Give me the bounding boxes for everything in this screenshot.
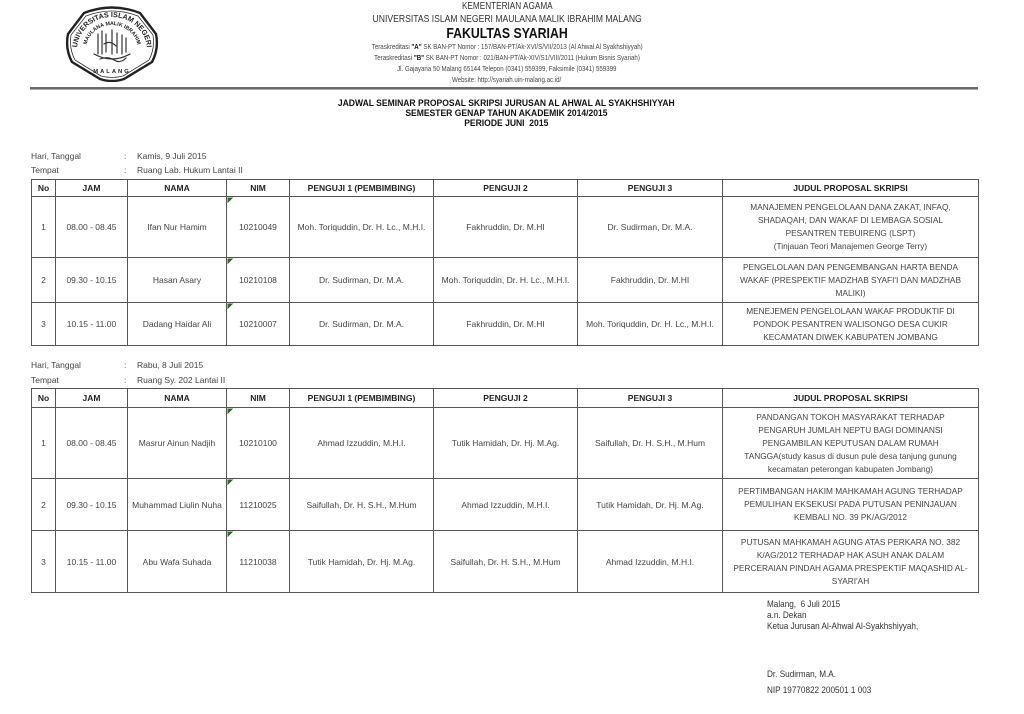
cell-nim: 10210049 — [227, 197, 290, 258]
cell-penguji-3: Tutik Hamidah, Dr. Hj. M.Ag. — [578, 479, 723, 531]
session-1-date-separator: : — [124, 151, 127, 161]
judul-line: SYARI'AH — [831, 575, 870, 586]
column-header-jam: JAM — [56, 180, 128, 197]
judul-line: PESANTREN TEBUIRENG (LSPT) — [785, 228, 916, 238]
cell-nama: Abu Wafa Suhada — [128, 531, 227, 593]
cell-jam: 09.30 - 10.15 — [56, 479, 128, 531]
website — [262, 76, 752, 84]
session-1-place-separator: : — [124, 165, 127, 175]
schedule-table-body — [32, 408, 979, 593]
cell-penguji-1: Tutik Hamidah, Dr. Hj. M.Ag. — [290, 531, 434, 593]
university-name — [262, 14, 752, 25]
cell-judul — [723, 258, 979, 303]
university-text: UNIVERSITAS ISLAM NEGERI MAULANA MALIK IBRAHIM MALANG — [372, 13, 642, 25]
column-header-jam: JAM — [56, 389, 128, 408]
signature-place-date: Malang, 6 Juli 2015 — [767, 599, 841, 610]
table-row — [32, 408, 979, 479]
signature-position: Ketua Jurusan Al-Ahwal Al-Syakhshiyyah, — [767, 621, 919, 632]
cell-no: 2 — [32, 258, 56, 303]
cell-penguji-3: Dr. Sudirman, Dr. M.A. — [578, 197, 723, 258]
cell-penguji-2: Fakhruddin, Dr. M.HI — [434, 303, 578, 346]
column-header-nama: NAMA — [128, 180, 227, 197]
accreditation-grade: "B" — [413, 53, 425, 62]
cell-nim: 10210108 — [227, 258, 290, 303]
cell-judul — [723, 303, 979, 346]
cell-penguji-3: Saifullah, Dr. H. S.H., M.Hum — [578, 408, 723, 479]
column-header-no: No — [32, 389, 56, 408]
column-header-penguji-3: PENGUJI 3 — [578, 389, 723, 408]
session-1-date: Kamis, 9 Juli 2015 — [137, 151, 207, 161]
cell-nim: 10210007 — [227, 303, 290, 346]
table-row — [32, 531, 979, 593]
column-header-penguji-2: PENGUJI 2 — [434, 389, 578, 408]
cell-penguji-2: Saifullah, Dr. H. S.H., M.Hum — [434, 531, 578, 593]
table-row — [32, 258, 979, 303]
judul-line: SHADAQAH, DAN WAKAF DI LEMBAGA SOSIAL — [757, 215, 944, 225]
cell-jam: 08.00 - 08.45 — [56, 197, 128, 258]
judul-line: kecamatan peterongan kabupaten Jombang) — [767, 463, 934, 474]
table-row — [32, 303, 979, 346]
accreditation-b — [262, 54, 752, 62]
table-row — [32, 197, 979, 258]
session-2-place: Ruang Sy. 202 Lantai II — [137, 375, 226, 385]
cell-no: 1 — [32, 408, 56, 479]
judul-line: TANGGA(study kasus di dusun pule desa tanjung gunung — [744, 450, 957, 461]
judul-line: PENGAMBILAN KEPUTUSAN DALAM RUMAH — [762, 437, 939, 448]
cell-penguji-3: Ahmad Izzuddin, M.H.I. — [578, 531, 723, 593]
cell-judul — [723, 479, 979, 531]
session-1-date-label: Hari, Tanggal — [31, 151, 81, 161]
column-header-penguji-2: PENGUJI 2 — [434, 180, 578, 197]
table-row — [32, 479, 979, 531]
ministry-text: KEMENTERIAN AGAMA — [461, 1, 553, 12]
cell-penguji-1: Dr. Sudirman, Dr. M.A. — [290, 258, 434, 303]
session-1-place-label: Tempat — [31, 165, 59, 175]
accreditation-text: SK BAN-PT Nomor : 157/BAN-PT/Ak-XVI/S/VII/2013 (Al Ahwal Al Syakhshiyyah) — [421, 42, 643, 51]
cell-jam: 08.00 - 08.45 — [56, 408, 128, 479]
session-2-date: Rabu, 8 Juli 2015 — [137, 360, 204, 370]
cell-penguji-1: Ahmad Izzuddin, M.H.I. — [290, 408, 434, 479]
column-header-penguji-3: PENGUJI 3 — [578, 180, 723, 197]
cell-no: 3 — [32, 531, 56, 593]
letterhead — [262, 0, 752, 90]
cell-no: 2 — [32, 479, 56, 531]
column-header-penguji-1: PENGUJI 1 (PEMBIMBING) — [290, 389, 434, 408]
ministry-name — [262, 2, 752, 12]
accreditation-a — [262, 43, 752, 51]
address — [262, 65, 752, 73]
title-line-3: PERIODE JUNI 2015 — [463, 118, 549, 128]
judul-line: WAKAF (PRESPEKTIF MADZHAB SYAFI'I DAN MADZHAB — [739, 274, 961, 285]
session-2-date-label: Hari, Tanggal — [31, 360, 81, 370]
cell-nim: 10210100 — [227, 408, 290, 479]
judul-line: K/AG/2012 TERHADAP HAK ASUH ANAK DALAM — [756, 549, 945, 560]
logo-arc-inner-text: MAULANA MALIK IBRAHIM — [82, 20, 142, 46]
column-header-nim: NIM — [227, 180, 290, 197]
cell-nama: Hasan Asary — [128, 258, 227, 303]
website-text: Website: http://syariah.uin-malang.ac.id/ — [452, 75, 562, 84]
cell-penguji-3: Moh. Toriquddin, Dr. H. Lc., M.H.I. — [578, 303, 723, 346]
schedule-table-1 — [31, 179, 979, 346]
cell-judul — [723, 531, 979, 593]
university-seal-logo — [64, 4, 160, 82]
cell-jam: 10.15 - 11.00 — [56, 531, 128, 593]
accreditation-text: SK BAN-PT Nomor : 021/BAN-PT/Ak-XIV/S1/VIII/2011 (Hukum Bisnis Syariah) — [424, 53, 640, 62]
cell-penguji-1: Dr. Sudirman, Dr. M.A. — [290, 303, 434, 346]
session-2-place-label: Tempat — [31, 375, 59, 385]
cell-judul — [723, 408, 979, 479]
cell-penguji-2: Ahmad Izzuddin, M.H.I. — [434, 479, 578, 531]
column-header-nama: NAMA — [128, 389, 227, 408]
judul-line: KECAMATAN DIWEK KABUPATEN JOMBANG — [763, 331, 938, 342]
judul-line: PERCERAIAN PINDAH AGAMA PRESPEKTIF MAQASHID AL- — [733, 562, 968, 573]
faculty-name — [262, 26, 752, 41]
cell-penguji-2: Tutik Hamidah, Dr. Hj. M.Ag. — [434, 408, 578, 479]
title-line-1: JADWAL SEMINAR PROPOSAL SKRIPSI JURUSAN AL AHWAL AL SYAKHSHIYYAH — [337, 98, 675, 108]
judul-line: PENGELOLAAN DAN PENGEMBANGAN HARTA BENDA — [742, 261, 958, 272]
judul-line: KEMBALI NO. 39 PK/AG/2012 — [794, 512, 907, 522]
cell-nama: Ifan Nur Hamim — [128, 197, 227, 258]
column-header-nim: NIM — [227, 389, 290, 408]
session-1-place: Ruang Lab. Hukum Lantai II — [137, 165, 243, 175]
faculty-text: FAKULTAS SYARIAH — [446, 25, 568, 42]
table-header-row — [32, 389, 979, 408]
cell-penguji-2: Moh. Toriquddin, Dr. H. Lc., M.H.I. — [434, 258, 578, 303]
cell-nama: Dadang Haidar Ali — [128, 303, 227, 346]
column-header-judul: JUDUL PROPOSAL SKRIPSI — [723, 389, 979, 408]
cell-jam: 09.30 - 10.15 — [56, 258, 128, 303]
judul-line: PANDANGAN TOKOH MASYARAKAT TERHADAP — [756, 411, 945, 422]
cell-nama: Masrur Ainun Nadjih — [128, 408, 227, 479]
judul-line: PERTIMBANGAN HAKIM MAHKAMAH AGUNG TERHADAP — [738, 486, 963, 496]
column-header-no: No — [32, 180, 56, 197]
judul-line: MENEJEMEN PENGELOLAAN WAKAF PRODUKTIF DI — [746, 305, 955, 316]
cell-nama: Muhammad Liulin Nuha — [128, 479, 227, 531]
cell-nim: 11210025 — [227, 479, 290, 531]
judul-line: MANAJEMEN PENGELOLAAN DANA ZAKAT, INFAQ, — [750, 202, 951, 212]
judul-line: PONDOK PESANTREN WALISONGO DESA CUKIR — [753, 318, 948, 329]
cell-no: 1 — [32, 197, 56, 258]
cell-no: 3 — [32, 303, 56, 346]
judul-line: MALIKI) — [835, 287, 866, 298]
session-2-date-separator: : — [124, 360, 127, 370]
accreditation-prefix: Teraskreditasi — [374, 53, 414, 62]
schedule-table-2 — [31, 388, 979, 593]
accreditation-prefix: Teraskreditasi — [371, 42, 412, 51]
cell-penguji-2: Fakhruddin, Dr. M.HI — [434, 197, 578, 258]
title-line-2: SEMESTER GENAP TAHUN AKADEMIK 2014/2015 — [404, 108, 608, 118]
table-header-row — [32, 180, 979, 197]
document-title — [206, 99, 806, 131]
logo-arc-outer-text: UNIVERSITAS ISLAM NEGERI — [70, 9, 154, 48]
schedule-table-body — [32, 197, 979, 346]
signature-name: Dr. Sudirman, M.A. — [767, 669, 837, 680]
column-header-penguji-1: PENGUJI 1 (PEMBIMBING) — [290, 180, 434, 197]
cell-penguji-3: Fakhruddin, Dr. M.HI — [578, 258, 723, 303]
cell-nim: 11210038 — [227, 531, 290, 593]
column-header-judul: JUDUL PROPOSAL SKRIPSI — [723, 180, 979, 197]
cell-jam: 10.15 - 11.00 — [56, 303, 128, 346]
session-2-place-separator: : — [124, 375, 127, 385]
cell-judul — [723, 197, 979, 258]
cell-penguji-1: Moh. Toriquddin, Dr. H. Lc., M.H.I. — [290, 197, 434, 258]
letterhead-divider — [30, 87, 978, 90]
address-text: Jl. Gajayana 50 Malang 65144 Telepon (0341) 559399, Faksimile (0341) 559399 — [397, 64, 617, 73]
accreditation-grade: "A" — [411, 42, 422, 51]
signature-on-behalf: a.n. Dekan — [767, 610, 807, 621]
judul-line: PENGARUH JUMLAH NEPTU BAGI DOMINANSI — [758, 424, 943, 435]
cell-penguji-1: Saifullah, Dr. H. S.H., M.Hum — [290, 479, 434, 531]
judul-line: (Tinjauan Teori Manajemen George Terry) — [773, 241, 928, 251]
logo-bottom-text: MALANG — [93, 69, 131, 75]
judul-line: PEMULIHAN EKSEKUSI PADA PUTUSAN PENINJAUAN — [744, 499, 957, 509]
judul-line: PUTUSAN MAHKAMAH AGUNG ATAS PERKARA NO. 382 — [740, 536, 961, 547]
signature-nip: NIP 19770822 200501 1 003 — [767, 685, 872, 696]
